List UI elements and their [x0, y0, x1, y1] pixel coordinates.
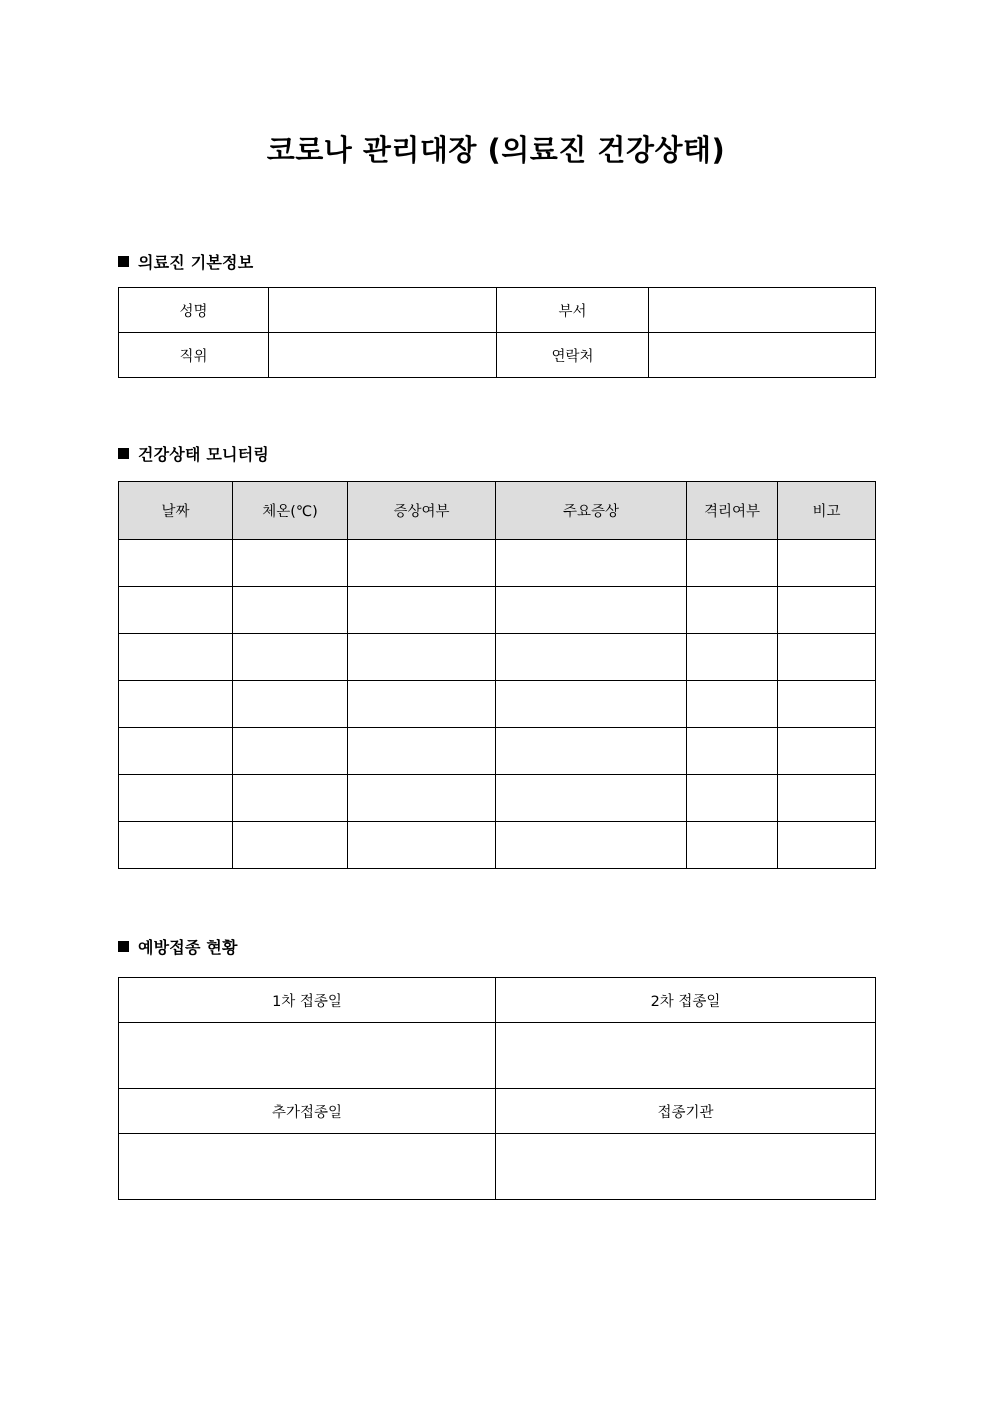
cell-remarks[interactable]: [778, 540, 876, 587]
table-row: [119, 728, 876, 775]
bullet-square-icon: [118, 256, 129, 267]
table-row: [119, 775, 876, 822]
cell-temperature[interactable]: [233, 634, 348, 681]
table-header-row: [119, 482, 876, 540]
table-row: [119, 288, 876, 333]
field-label-contact: 연락처: [497, 333, 649, 378]
field-value-position[interactable]: [269, 333, 497, 378]
section-heading-label: 의료진 기본정보: [138, 253, 254, 272]
cell-temperature[interactable]: [233, 540, 348, 587]
cell-isolation-status[interactable]: [687, 540, 778, 587]
cell-remarks[interactable]: [778, 775, 876, 822]
column-header-vaccination-facility: 접종기관: [496, 1089, 876, 1134]
cell-isolation-status[interactable]: [687, 681, 778, 728]
table-row: [119, 681, 876, 728]
cell-isolation-status[interactable]: [687, 775, 778, 822]
field-label-name: 성명: [119, 288, 269, 333]
table-row: [119, 540, 876, 587]
cell-main-symptoms[interactable]: [496, 728, 687, 775]
field-label-department: 부서: [497, 288, 649, 333]
cell-remarks[interactable]: [778, 681, 876, 728]
table-row: [119, 333, 876, 378]
field-value-dose2-date[interactable]: [496, 1023, 876, 1089]
cell-temperature[interactable]: [233, 587, 348, 634]
cell-isolation-status[interactable]: [687, 634, 778, 681]
cell-main-symptoms[interactable]: [496, 775, 687, 822]
column-header-temperature: 체온(℃): [233, 482, 348, 540]
field-value-contact[interactable]: [649, 333, 876, 378]
table-header-row: [119, 1089, 876, 1134]
cell-isolation-status[interactable]: [687, 822, 778, 869]
cell-date[interactable]: [119, 540, 233, 587]
cell-temperature[interactable]: [233, 728, 348, 775]
cell-date[interactable]: [119, 634, 233, 681]
table-row: [119, 1134, 876, 1200]
column-header-symptom-status: 증상여부: [348, 482, 496, 540]
cell-main-symptoms[interactable]: [496, 540, 687, 587]
health-monitoring-table: [118, 481, 876, 869]
cell-date[interactable]: [119, 681, 233, 728]
cell-remarks[interactable]: [778, 822, 876, 869]
section-heading-label: 건강상태 모니터링: [138, 445, 270, 464]
cell-symptom-status[interactable]: [348, 681, 496, 728]
table-row: [119, 634, 876, 681]
table-header-row: [119, 978, 876, 1023]
cell-main-symptoms[interactable]: [496, 822, 687, 869]
column-header-dose2-date: 2차 접종일: [496, 978, 876, 1023]
section-heading-health-monitoring: [118, 442, 269, 465]
cell-main-symptoms[interactable]: [496, 681, 687, 728]
field-value-name[interactable]: [269, 288, 497, 333]
cell-symptom-status[interactable]: [348, 775, 496, 822]
cell-isolation-status[interactable]: [687, 587, 778, 634]
section-heading-vaccination: [118, 935, 238, 958]
cell-date[interactable]: [119, 587, 233, 634]
field-label-position: 직위: [119, 333, 269, 378]
column-header-date: 날짜: [119, 482, 233, 540]
column-header-dose1-date: 1차 접종일: [119, 978, 496, 1023]
cell-symptom-status[interactable]: [348, 634, 496, 681]
section-heading-label: 예방접종 현황: [138, 938, 238, 957]
cell-remarks[interactable]: [778, 587, 876, 634]
cell-isolation-status[interactable]: [687, 728, 778, 775]
bullet-square-icon: [118, 941, 129, 952]
table-row: [119, 1023, 876, 1089]
cell-temperature[interactable]: [233, 822, 348, 869]
section-heading-basic-info: [118, 250, 253, 273]
field-value-vaccination-facility[interactable]: [496, 1134, 876, 1200]
field-value-department[interactable]: [649, 288, 876, 333]
cell-symptom-status[interactable]: [348, 822, 496, 869]
cell-main-symptoms[interactable]: [496, 587, 687, 634]
bullet-square-icon: [118, 448, 129, 459]
cell-temperature[interactable]: [233, 775, 348, 822]
cell-date[interactable]: [119, 728, 233, 775]
table-row: [119, 822, 876, 869]
cell-remarks[interactable]: [778, 728, 876, 775]
column-header-booster-date: 추가접종일: [119, 1089, 496, 1134]
field-value-dose1-date[interactable]: [119, 1023, 496, 1089]
cell-symptom-status[interactable]: [348, 587, 496, 634]
cell-temperature[interactable]: [233, 681, 348, 728]
page-title: 코로나 관리대장 (의료진 건강상태): [266, 133, 726, 167]
cell-date[interactable]: [119, 822, 233, 869]
column-header-isolation-status: 격리여부: [687, 482, 778, 540]
column-header-remarks: 비고: [778, 482, 876, 540]
column-header-main-symptoms: 주요증상: [496, 482, 687, 540]
cell-remarks[interactable]: [778, 634, 876, 681]
field-value-booster-date[interactable]: [119, 1134, 496, 1200]
cell-symptom-status[interactable]: [348, 728, 496, 775]
cell-main-symptoms[interactable]: [496, 634, 687, 681]
cell-symptom-status[interactable]: [348, 540, 496, 587]
basic-info-table: [118, 287, 876, 378]
table-row: [119, 587, 876, 634]
cell-date[interactable]: [119, 775, 233, 822]
vaccination-table: [118, 977, 876, 1200]
